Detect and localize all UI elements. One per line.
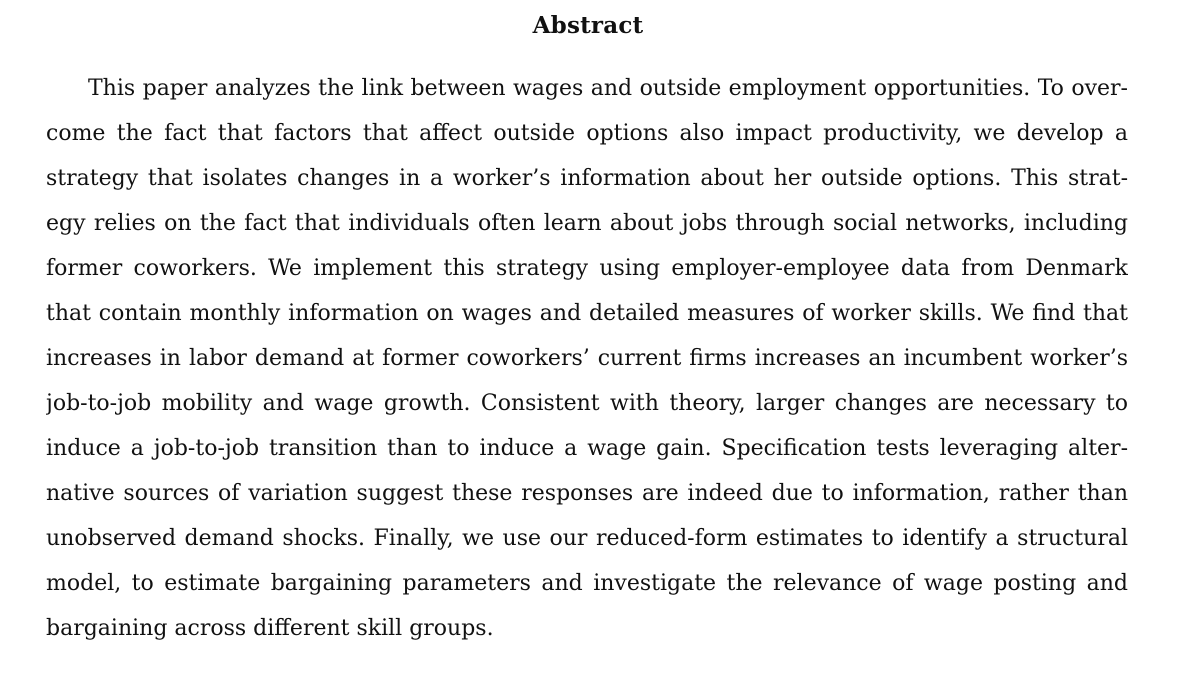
abstract-line: job-to-job mobility and wage growth. Consistent with theory, larger changes are necessary to [46,391,1128,416]
abstract-line: come the fact that factors that affect outside options also impact productivity, we develop a [46,121,1128,146]
abstract-line: increases in labor demand at former coworkers’ current firms increases an incumbent worker’s [46,346,1128,371]
abstract-line: native sources of variation suggest these responses are indeed due to information, rather than [46,481,1128,506]
abstract-line: This paper analyzes the link between wages and outside employment opportunities. To over- [88,76,1128,101]
abstract-line: model, to estimate bargaining parameters and investigate the relevance of wage posting and [46,571,1128,596]
abstract-line: egy relies on the fact that individuals often learn about jobs through social networks, including [46,211,1128,236]
abstract-line: unobserved demand shocks. Finally, we use our reduced-form estimates to identify a structural [46,526,1128,551]
abstract-line: former coworkers. We implement this strategy using employer-employee data from Denmark [46,256,1128,281]
abstract-line: induce a job-to-job transition than to induce a wage gain. Specification tests leveraging alter- [46,436,1128,461]
abstract-heading: Abstract [532,12,644,39]
abstract-line: strategy that isolates changes in a worker’s information about her outside options. This strat- [46,166,1128,191]
abstract-line: that contain monthly information on wages and detailed measures of worker skills. We find that [46,301,1128,326]
abstract-line: bargaining across different skill groups. [46,616,494,641]
